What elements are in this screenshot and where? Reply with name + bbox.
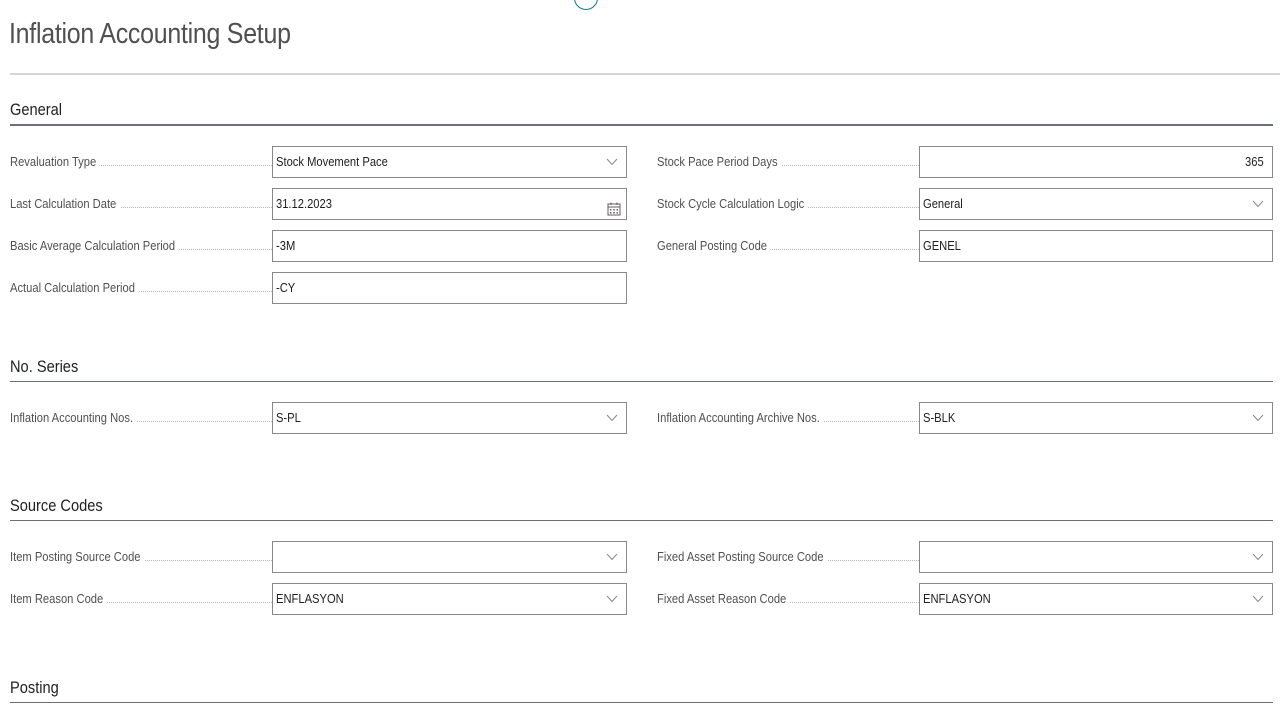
- chevron-down-icon[interactable]: [604, 584, 620, 614]
- inflation-accounting-archive-nos-select[interactable]: S-BLK: [919, 402, 1273, 434]
- field-label: Stock Cycle Calculation Logic: [657, 188, 919, 220]
- item-posting-source-code-select[interactable]: [272, 541, 627, 573]
- field-label: Fixed Asset Reason Code: [657, 583, 919, 615]
- section-title-general: General: [10, 100, 63, 119]
- field-label: Revaluation Type: [10, 146, 272, 178]
- fixed-asset-reason-code-select[interactable]: ENFLASYON: [919, 583, 1273, 615]
- section-title-source-codes: Source Codes: [10, 496, 103, 515]
- stock-cycle-calculation-logic-select[interactable]: General: [919, 188, 1273, 220]
- fixed-asset-posting-source-code-select[interactable]: [919, 541, 1273, 573]
- field-label: Inflation Accounting Nos.: [10, 402, 272, 434]
- chevron-down-icon[interactable]: [1250, 542, 1266, 572]
- chevron-down-icon[interactable]: [1250, 584, 1266, 614]
- section-title-no-series: No. Series: [10, 357, 79, 376]
- field-label: Fixed Asset Posting Source Code: [657, 541, 919, 573]
- calendar-icon[interactable]: [607, 197, 621, 211]
- last-calculation-date-input[interactable]: 31.12.2023: [272, 188, 627, 220]
- section-header-source-codes[interactable]: [10, 493, 1273, 521]
- inflation-accounting-nos-select[interactable]: S-PL: [272, 402, 627, 434]
- chevron-down-icon[interactable]: [604, 542, 620, 572]
- section-header-no-series[interactable]: [10, 354, 1273, 382]
- field-label: General Posting Code: [657, 230, 919, 262]
- basic-average-calculation-period-input[interactable]: -3M: [272, 230, 627, 262]
- title-divider: [10, 73, 1280, 75]
- chevron-down-icon[interactable]: [604, 147, 620, 177]
- field-label: Actual Calculation Period: [10, 272, 272, 304]
- section-title-posting: Posting: [10, 678, 59, 697]
- section-header-posting[interactable]: [10, 675, 1273, 703]
- field-label: Item Posting Source Code: [10, 541, 272, 573]
- section-header-general[interactable]: [10, 98, 1273, 126]
- actual-calculation-period-input[interactable]: -CY: [272, 272, 627, 304]
- revaluation-type-select[interactable]: Stock Movement Pace: [272, 146, 627, 178]
- general-posting-code-input[interactable]: GENEL: [919, 230, 1273, 262]
- chevron-down-icon[interactable]: [1250, 189, 1266, 219]
- field-label: Basic Average Calculation Period: [10, 230, 272, 262]
- chevron-down-icon[interactable]: [1250, 403, 1266, 433]
- item-reason-code-select[interactable]: ENFLASYON: [272, 583, 627, 615]
- stock-pace-period-days-input[interactable]: 365: [919, 146, 1273, 178]
- field-label: Stock Pace Period Days: [657, 146, 919, 178]
- page-title: Inflation Accounting Setup: [9, 18, 291, 50]
- field-label: Last Calculation Date: [10, 188, 272, 220]
- chevron-down-icon[interactable]: [604, 403, 620, 433]
- loading-indicator-icon: [574, 0, 598, 10]
- field-label: Inflation Accounting Archive Nos.: [657, 402, 919, 434]
- field-label: Item Reason Code: [10, 583, 272, 615]
